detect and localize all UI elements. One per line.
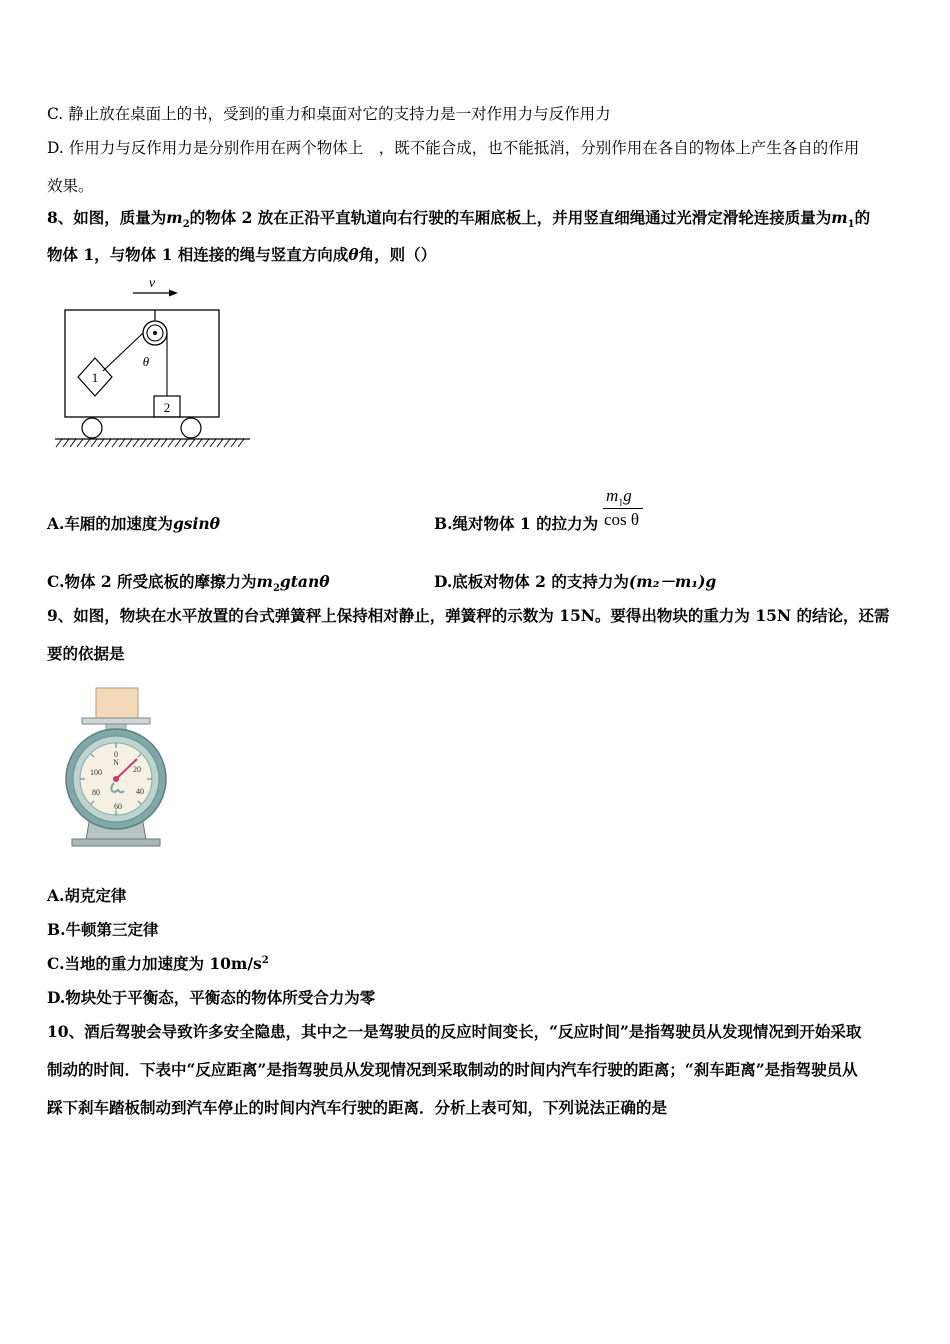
- q10-line2: 制动的时间．下表中“反应距离”是指驾驶员从发现情况到采取制动的时间内汽车行驶的距离；“刹车距离”是指驾驶员从: [47, 1060, 858, 1079]
- q8-option-d-prefix: D.底板对物体 2 的支持力为: [434, 572, 629, 591]
- q8-stem-line2-a: 物体 1，与物体 1 相连接的绳与竖直方向成: [47, 245, 349, 264]
- q8-option-d: [434, 570, 716, 592]
- q7-option-c: C. 静止放在桌面上的书，受到的重力和桌面对它的支持力是一对作用力与反作用力: [47, 105, 611, 123]
- q8-option-c-m: m: [256, 572, 273, 591]
- cart-pulley-figure: [50, 272, 260, 452]
- q8-option-c-sub: 2: [272, 583, 280, 595]
- q8-option-b-prefix: B.绳对物体 1 的拉力为: [434, 514, 599, 533]
- dial-label-unit: N: [113, 758, 119, 767]
- q7-option-d-line1: D. 作用力与反作用力是分别作用在两个物体上 ，既不能合成，也不能抵消，分别作用在各自的物体上产生各自的作用: [47, 139, 860, 157]
- dial-label-60: 60: [114, 802, 122, 811]
- q10-line1: 10、酒后驾驶会导致许多安全隐患，其中之一是驾驶员的反应时间变长，“反应时间”是指驾驶员从发现情况到开始采取: [47, 1022, 862, 1041]
- q8-option-b: [434, 512, 598, 534]
- frac-num-m: m: [606, 486, 619, 505]
- q8-option-c: [47, 570, 330, 594]
- q9-option-c: [47, 952, 269, 974]
- velocity-label: v: [148, 276, 156, 291]
- ground-hatching: [56, 439, 244, 447]
- q7-option-d-line2: 效果。: [47, 177, 94, 195]
- q8-option-a: [47, 512, 220, 534]
- q8-option-c-rest: gtanθ: [279, 572, 330, 591]
- frac-num-g: g: [623, 486, 632, 505]
- q8-option-c-prefix: C.物体 2 所受底板的摩擦力为: [47, 572, 257, 591]
- dial-label-80: 80: [92, 788, 100, 797]
- q9-stem-line1: 9、如图，物块在水平放置的台式弹簧秤上保持相对静止，弹簧秤的示数为 15N。要得出物块的重力为 15N 的结论，还需: [47, 606, 890, 625]
- dial-label-40: 40: [136, 787, 144, 796]
- q9-option-c-text: C.当地的重力加速度为 10m/s: [47, 954, 262, 973]
- q8-option-b-numerator: [606, 486, 632, 508]
- q8-stem-line1: [47, 206, 870, 230]
- q8-option-d-value: (m₂－m₁)g: [628, 572, 717, 591]
- q9-option-d: D.物块处于平衡态，平衡态的物体所受合力为零: [47, 988, 376, 1007]
- dial-label-20: 20: [133, 765, 141, 774]
- fraction-bar: [603, 508, 643, 509]
- q10-line3: 踩下刹车踏板制动到汽车停止的时间内汽车行驶的距离．分析上表可知，下列说法正确的是: [47, 1098, 668, 1117]
- q8-stem-line2-b: 角，则（）: [358, 245, 437, 264]
- q8-m2-sub: 2: [182, 219, 190, 231]
- q8-stem-b: 的物体 2 放在正沿平直轨道向右行驶的车厢底板上，并用竖直细绳通过光滑定滑轮连接质量为: [189, 208, 832, 227]
- q9-stem-line2: 要的依据是: [47, 644, 125, 663]
- q8-stem-line2: [47, 243, 436, 265]
- q8-m1-sub: 1: [847, 219, 855, 231]
- q9-option-a: A.胡克定律: [47, 886, 127, 905]
- q8-theta: θ: [348, 245, 359, 264]
- q8-m2: m: [166, 208, 183, 227]
- q9-option-b: B.牛顿第三定律: [47, 920, 159, 939]
- q8-option-a-prefix: A.车厢的加速度为: [47, 514, 173, 533]
- q8-stem-a: 8、如图，质量为: [47, 208, 167, 227]
- block1-label: 1: [91, 370, 99, 385]
- q8-stem-c: 的: [854, 208, 871, 227]
- block2-label: 2: [163, 400, 171, 415]
- dial-label-100: 100: [90, 768, 102, 777]
- q8-option-b-denominator: cos θ: [604, 510, 640, 529]
- spring-scale-figure: [60, 684, 172, 850]
- q8-m1: m: [831, 208, 848, 227]
- frac-num-sub: 1: [618, 497, 624, 509]
- q9-option-c-sup: 2: [261, 954, 269, 966]
- q8-option-a-value: gsinθ: [172, 514, 220, 533]
- dial-label-0: 0: [114, 750, 118, 759]
- theta-label: θ: [142, 354, 150, 369]
